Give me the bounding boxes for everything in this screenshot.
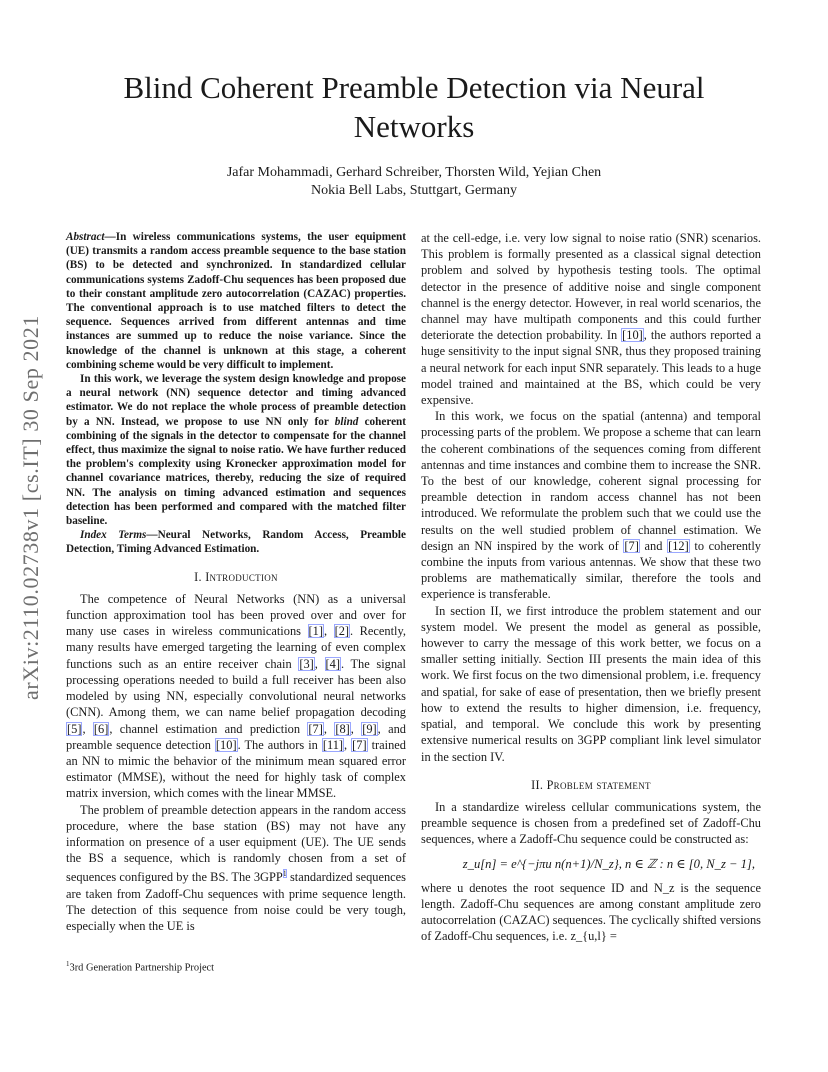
right-paragraph-1: In this work, we focus on the spatial (antenna) and temporal processing parts of the problem. We propose a scheme that can learn the coherent combinations of the sequences coming from different antennas and time instances and combine them to increase the SNR. To the best of our knowledge, coherent signal processing for preamble detection in random access channel has not been introduced. We reformulate the problem such that we could use the results on the well studied problem of channel estimation. We design an NN inspired by the work of [7] and [12] to coherently combine the inputs from various antennas. We show that these two problems are mathematically similar, therefore the tools and experience is transferable. bbox=[421, 409, 761, 602]
problem-paragraph-2: where u denotes the root sequence ID and N_z is the sequence length. Zadoff-Chu sequences are among constant amplitude zero autocorrelation (CAZAC) sequences. The cyclically shifted versions of Zadoff-Chu sequences, i.e. z_{u,l} = bbox=[421, 880, 761, 944]
intro-paragraph-1: The competence of Neural Networks (NN) as a universal function approximation tool has been proved over and over for many use cases in wireless communications [1], [2]. Recently, many results have emerged targeting the learning of even complex functions such as an entire receiver chain [3], [4]. The signal processing operations needed to build a full receiver has been also modeled by using NN, especially convolutional neural networks (CNN). Among them, we can name belief propagation decoding [5], [6], channel estimation and prediction [7], [8], [9], and preamble sequence detection [10]. The authors in [11], [7] trained an NN to mimic the behavior of the minimum mean squared error estimator (MMSE), without the need for highly task of complex matrix inversion, which comes with the linear MMSE. bbox=[66, 591, 406, 801]
citation-link[interactable]: [7] bbox=[624, 538, 639, 553]
citation-link[interactable]: [2] bbox=[334, 624, 350, 639]
citation-link[interactable]: [10] bbox=[622, 328, 643, 343]
arxiv-identifier: arXiv:2110.02738v1 [cs.IT] 30 Sep 2021 bbox=[18, 315, 43, 700]
abstract-paragraph-1: —In wireless communications systems, the user equipment (UE) transmits a random access preamble sequence to the base station (BS) to be detected and synchronized. In standardized cellular communications systems Zadoff-Chu sequences has been proposed due to their constant amplitude zero autocorrelation (CAZAC) properties. The conventional approach is to use matched filters to detect the sequence. Sequences arrived from different antennas and time instances are summed up to reduce the noise variance. Since the knowledge of the channel is unknown at this stage, a coherent combining scheme would be very difficult to implement. bbox=[66, 231, 406, 371]
abstract-paragraph-2a: In this work, we leverage the system design knowledge and propose a neural network (NN) sequence detector and timing advanced estimator. We do not replace the whole process of preamble detection by a NN. Instead, we propose to use NN only for bbox=[66, 373, 406, 428]
citation-link[interactable]: [5] bbox=[67, 721, 82, 736]
citation-link[interactable]: [11] bbox=[322, 737, 344, 752]
abstract-blind-word: blind bbox=[334, 415, 359, 428]
left-column bbox=[66, 230, 406, 934]
citation-link[interactable]: [10] bbox=[215, 737, 237, 752]
footnote bbox=[66, 958, 406, 974]
section-heading-problem-statement: II. Problem statement bbox=[531, 777, 651, 792]
paper-title: Blind Coherent Preamble Detection via Neural Networks bbox=[123, 70, 705, 144]
footnote-mark[interactable]: 1 bbox=[282, 869, 287, 879]
abstract bbox=[66, 230, 406, 557]
section-heading-introduction: I. Introduction bbox=[194, 569, 278, 584]
author-block bbox=[60, 164, 768, 200]
citation-link[interactable]: [7] bbox=[308, 721, 323, 736]
index-terms: —Neural Networks, Random Access, Preamble Detection, Timing Advanced Estimation. bbox=[66, 529, 406, 556]
citation-link[interactable]: [12] bbox=[668, 538, 689, 553]
citation-link[interactable]: [8] bbox=[335, 721, 350, 736]
citation-link[interactable]: [4] bbox=[325, 656, 340, 671]
zadoff-chu-equation: z_u[n] = e^{−jπu n(n+1)/N_z}, n ∈ ℤ : n ∈ [0, N_z − 1], bbox=[462, 856, 755, 871]
abstract-paragraph-2b: coherent combining of the signals in the detector to compensate for the channel effect, thus maximize the signal to noise ratio. We have further reduced the problem's complexity using Kronecker approximation model for channel covariance matrices, thereby, reducing the size of required NN. The analysis on timing advanced estimation and sequences detection has been performed and compared with the matched filter baseline. bbox=[66, 415, 406, 528]
citation-link[interactable]: [9] bbox=[362, 721, 377, 736]
problem-paragraph-1: In a standardize wireless cellular communications system, the preamble sequence is chosen from a predefined set of Zadoff-Chu sequences, where a Zadoff-Chu sequence could be constructed as: bbox=[421, 799, 761, 847]
right-paragraph-0: at the cell-edge, i.e. very low signal to noise ratio (SNR) scenarios. This problem is formally presented as a classical signal detection problem and solved by hypothesis testing tools. The optimal detector in the presence of additive noise and single component channel is the energy detector. However, in real world scenarios, the channel may have multipath components and this could further deteriorate the detection probability. In [10], the authors reported a huge sensitivity to the input signal SNR, thus they proposed training a neural network for each input SNR separately. This leads to a huge model trained and maintained at the BS, which could be very expensive. bbox=[421, 231, 761, 408]
footnote-number: 1 bbox=[66, 960, 70, 968]
author-names: Jafar Mohammadi, Gerhard Schreiber, Thorsten Wild, Yejian Chen bbox=[226, 165, 602, 180]
index-terms-lead: Index Terms bbox=[80, 529, 147, 542]
citation-link[interactable]: [3] bbox=[299, 656, 314, 671]
abstract-lead: Abstract bbox=[66, 231, 105, 243]
footnote-text: 3rd Generation Partnership Project bbox=[69, 962, 215, 974]
intro-paragraph-2: The problem of preamble detection appears in the random access procedure, where the base station (BS) may not have any information on presence of a user equipment (UE). The UE sends the BS a sequence, which is randomly chosen from a set of sequences configured by the BS. The 3GPP$^1$ standardized sequences are taken from Zadoff-Chu sequences with prime sequence length. The detection of this sequence from noise could be very tough, especially when the UE is bbox=[66, 802, 406, 934]
author-affiliation: Nokia Bell Labs, Stuttgart, Germany bbox=[310, 183, 518, 198]
citation-link[interactable]: [6] bbox=[93, 721, 109, 736]
right-column bbox=[421, 230, 761, 945]
citation-link[interactable]: [7] bbox=[352, 737, 367, 752]
citation-link[interactable]: [1] bbox=[308, 624, 323, 639]
right-paragraph-2: In section II, we first introduce the problem statement and our system model. We present the model as general as possible, however to carry the message of this work better, we focus on a smaller setting initially. Section III presents the main idea of this work. We first focus on the two dimensional problem, i.e. frequency and spatial, for sake of ease of presentation, then we briefly present how to extend the results to higher dimension, i.e. frequency, spatial, and temporal. We conclude this work by presenting extensive numerical results on 3GPP compliant link level simulator in the section IV. bbox=[421, 603, 761, 764]
